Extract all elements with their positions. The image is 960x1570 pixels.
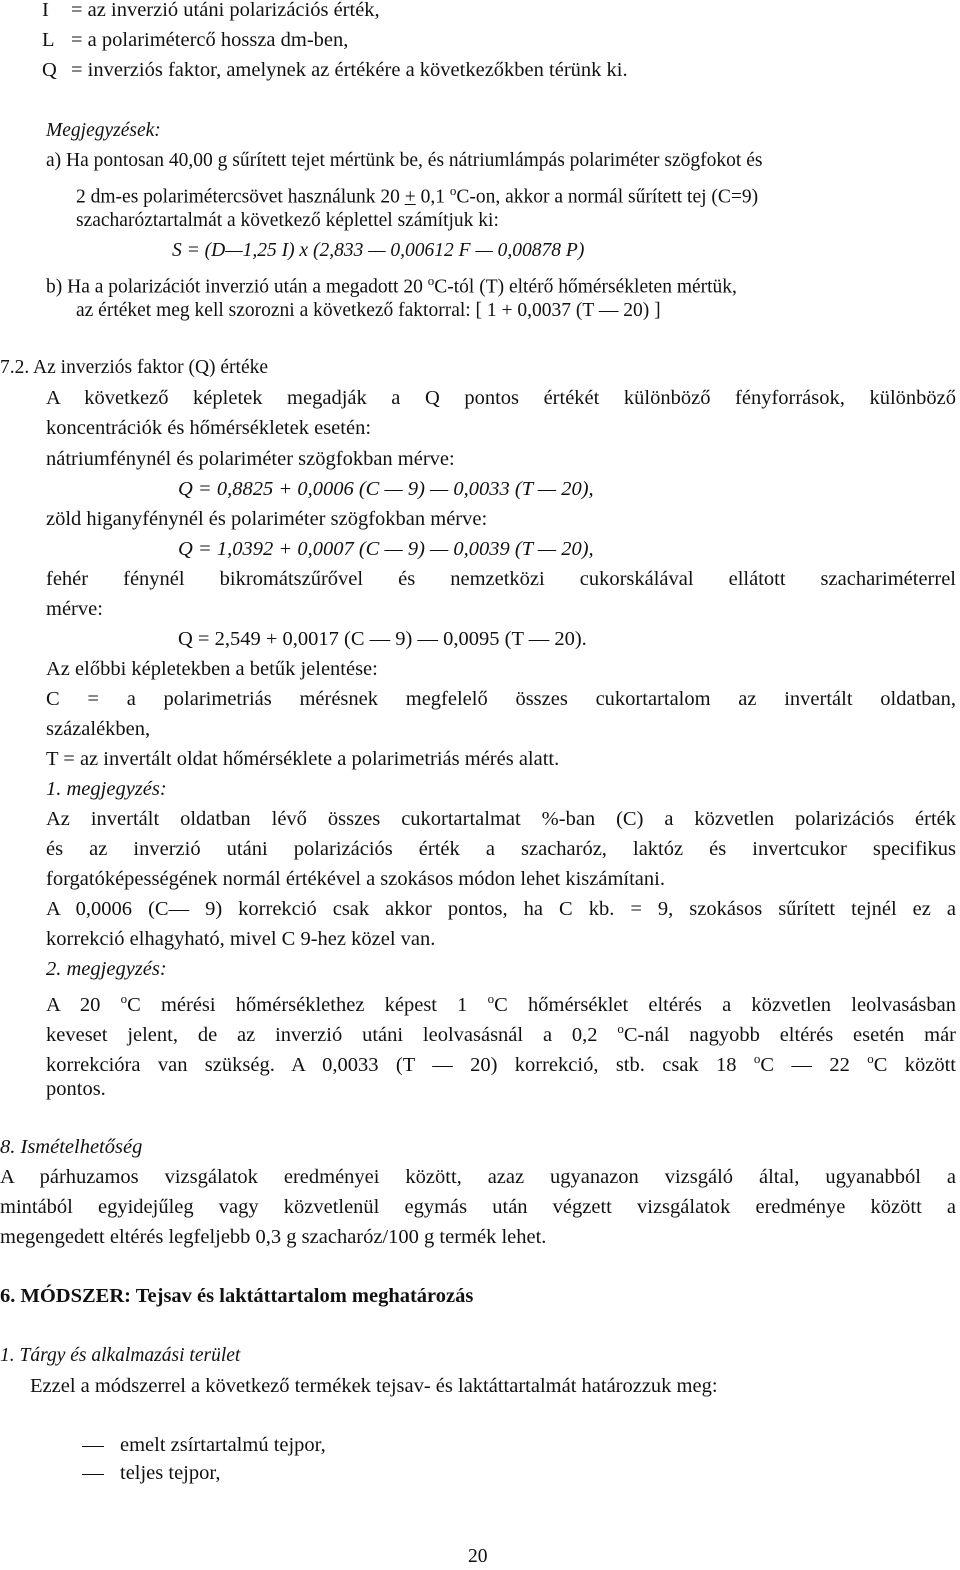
note-a-line-1: a) Ha pontosan 40,00 g sűrített tejet mértünk be, és nátriumlámpás polariméter szögfokot és xyxy=(46,150,763,171)
plus-minus-sign: + xyxy=(404,186,416,208)
white-light-line-2: mérve: xyxy=(46,598,103,620)
dash-bullet xyxy=(82,1446,104,1447)
formula-q1: Q = 0,8825 + 0,0006 (C — 9) — 0,0033 (T — 20), xyxy=(178,478,594,500)
note-a-line-3: szacharóztartalmát a következő képlettel számítjuk ki: xyxy=(76,210,499,231)
page-number: 20 xyxy=(468,1546,488,1567)
note-2-title: 2. megjegyzés: xyxy=(46,958,167,980)
c-definition-line-2: százalékben, xyxy=(46,718,151,740)
paragraph-q-line-1: A következő képletek megadják a Q pontos értékét különböző fényforrások, különböző xyxy=(46,387,956,409)
section-8-line-3: megengedett eltérés legfeljebb 0,3 g szacharóz/100 g termék lehet. xyxy=(0,1226,547,1248)
letters-meaning: Az előbbi képletekben a betűk jelentése: xyxy=(46,658,378,680)
note-a-line-2: 2 dm-es polarimétercsövet használunk 20 + 0,1 $^o$C-on, akkor a normál sűrített tej (C=9) xyxy=(76,183,759,208)
natrium-label: nátriumfénynél és polariméter szögfokban mérve: xyxy=(46,448,455,470)
note-1-line-4: A 0,0006 (C— 9) korrekció csak akkor pontos, ha C kb. = 9, szokásos sűrített tejnél ez a xyxy=(46,898,956,920)
dash-bullet xyxy=(82,1474,104,1475)
green-mercury-label: zöld higanyfénynél és polariméter szögfokban mérve: xyxy=(46,508,488,530)
method-6-subtitle: 1. Tárgy és alkalmazási terület xyxy=(0,1345,241,1366)
note-2-line-2: keveset jelent, de az inverzió utáni leolvasásnál a 0,2 $^o$C-nál nagyobb eltérés esetén már xyxy=(46,1021,956,1046)
note-1-line-2: és az inverzió utáni polarizációs érték a szacharóz, laktóz és invertcukor specifikus xyxy=(46,838,956,860)
section-7-2-title: 7.2. Az inverziós faktor (Q) értéke xyxy=(0,357,269,378)
note-1-line-5: korrekció elhagyható, mivel C 9-hez közel van. xyxy=(46,928,436,950)
formula-s: S = (D—1,25 I) x (2,833 — 0,00612 F — 0,00878 P) xyxy=(172,240,585,261)
paragraph-q-line-2: koncentrációk és hőmérsékletek esetén: xyxy=(46,417,372,439)
def-q: Q = inverziós faktor, amelynek az értékére a következőkben térünk ki. xyxy=(42,59,628,81)
note-b-line-1: b) Ha a polarizációt inverzió után a megadott 20 $^o$C-tól (T) eltérő hőmérsékleten mértük, xyxy=(46,273,737,298)
document-page: I = az inverzió utáni polarizációs érték, L = a polarimétercő hossza dm-ben, Q = inverziós faktor, amelynek az értékére a következőkben térünk ki. Megjegyzések: a) Ha pontosan 40,00 g sűrített tejet mértünk be, és nátriumlámpás polariméter szögfokot és 2 dm-es polarimétercsövet használunk 20 + 0,1 $^o$C-on, akkor a normál sűrített tej (C=9) szacharóztartalmát a következő képlettel számítjuk ki: S = (D—1,25 I) x (2,833 — 0,00612 F — 0,00878 P) b) Ha a polarizációt inverzió után a megadott 20 $^o$C-tól (T) eltérő hőmérsékleten mértük, az értéket meg kell szorozni a következő faktorral: [ 1 + 0,0037 (T — 20) ] 7.2. Az inverziós faktor (Q) értéke A következő képletek megadják a Q pontos értékét különböző fényforrások, különböző koncentrációk és hőmérsékletek esetén: nátriumfénynél és polariméter szögfokban mérve: Q = 0,8825 + 0,0006 (C — 9) — 0,0033 (T — 20), zöld higanyfénynél és polariméter szögfokban mérve: Q = 1,0392 + 0,0007 (C — 9) — 0,0039 (T — 20), fehér fénynél bikromátszűrővel és nemzetközi cukorskálával ellátott szachariméterrel mérve: Q = 2,549 + 0,0017 (C — 9) — 0,0095 (T — 20). Az előbbi képletekben a betűk jelentése: C = a polarimetriás mérésnek megfelelő összes cukortartalom az invertált oldatban, százalékben, T = az invertált oldat hőmérséklete a polarimetriás mérés alatt. 1. megjegyzés: Az invertált oldatban lévő összes cukortartalmat %-ban (C) a közvetlen polarizációs érték és az inverzió utáni polarizációs érték a szacharóz, laktóz és invertcukor specifikus forgatóképességének normál értékével a szokásos módon lehet kiszámítani. A 0,0006 (C— 9) korrekció csak akkor pontos, ha C kb. = 9, szokásos sűrített tejnél ez a korrekció elhagyható, mivel C 9-hez közel van. 2. megjegyzés: A 20 $^o$C mérési hőmérséklethez képest 1 $^o$C hőmérséklet eltérés a közvetlen leolvasásban keveset jelent, de az inverzió utáni leolvasásnál a 0,2 $^o$C-nál nagyobb eltérés esetén már korrekcióra van szükség. A 0,0033 (T — 20) korrekció, stb. csak 18 $^o$C — 22 $^o$C között pontos. 8. Ismételhetőség A párhuzamos vizsgálatok eredményei között, azaz ugyanazon vizsgáló által, ugyanabból a mintából egyidejűleg vagy közvetlenül egymás után végzett vizsgálatok eredménye között a megengedett eltérés legfeljebb 0,3 g szacharóz/100 g termék lehet. 6. MÓDSZER: Tejsav és laktáttartalom meghatározás 1. Tárgy és alkalmazási terület Ezzel a módszerrel a következő termékek tejsav- és laktáttartalmát határozzuk meg: emelt zsírtartalmú tejpor, teljes tejpor, 20 xyxy=(0,0,960,1568)
def-l: L = a polarimétercő hossza dm-ben, xyxy=(42,29,349,51)
t-definition: T = az invertált oldat hőmérséklete a polarimetriás mérés alatt. xyxy=(46,748,560,770)
section-8-title: 8. Ismételhetőség xyxy=(0,1136,143,1158)
note-1-line-3: forgatóképességének normál értékével a szokásos módon lehet kiszámítani. xyxy=(46,868,665,890)
method-6-title: 6. MÓDSZER: Tejsav és laktáttartalom meghatározás xyxy=(0,1285,474,1307)
note-2-line-3: korrekcióra van szükség. A 0,0033 (T — 20) korrekció, stb. csak 18 $^o$C — 22 $^o$C között xyxy=(46,1051,957,1076)
note-2-line-4: pontos. xyxy=(46,1078,106,1100)
def-i: I = az inverzió utáni polarizációs érték, xyxy=(42,0,380,21)
note-1-title: 1. megjegyzés: xyxy=(46,778,167,800)
note-2-line-1: A 20 $^o$C mérési hőmérséklethez képest 1 $^o$C hőmérséklet eltérés a közvetlen leolvasásban xyxy=(46,991,956,1016)
white-light-line-1: fehér fénynél bikromátszűrővel és nemzetközi cukorskálával ellátott szachariméterrel xyxy=(46,568,956,590)
formula-q3: Q = 2,549 + 0,0017 (C — 9) — 0,0095 (T — 20). xyxy=(178,628,587,650)
section-8-line-1: A párhuzamos vizsgálatok eredményei között, azaz ugyanazon vizsgáló által, ugyanabból a xyxy=(0,1166,956,1188)
method-6-intro: Ezzel a módszerrel a következő termékek tejsav- és laktáttartalmát határozzuk meg: xyxy=(30,1375,718,1397)
notes-heading: Megjegyzések: xyxy=(46,120,161,141)
c-definition-line-1: C = a polarimetriás mérésnek megfelelő összes cukortartalom az invertált oldatban, xyxy=(46,688,956,710)
note-b-line-2: az értéket meg kell szorozni a következő faktorral: [ 1 + 0,0037 (T — 20) ] xyxy=(76,300,661,321)
section-8-line-2: mintából egyidejűleg vagy közvetlenül egymás után végzett vizsgálatok eredménye között a xyxy=(0,1196,956,1218)
formula-q2: Q = 1,0392 + 0,0007 (C — 9) — 0,0039 (T — 20), xyxy=(178,538,594,560)
note-1-line-1: Az invertált oldatban lévő összes cukortartalmat %-ban (C) a közvetlen polarizációs érték xyxy=(46,808,956,830)
